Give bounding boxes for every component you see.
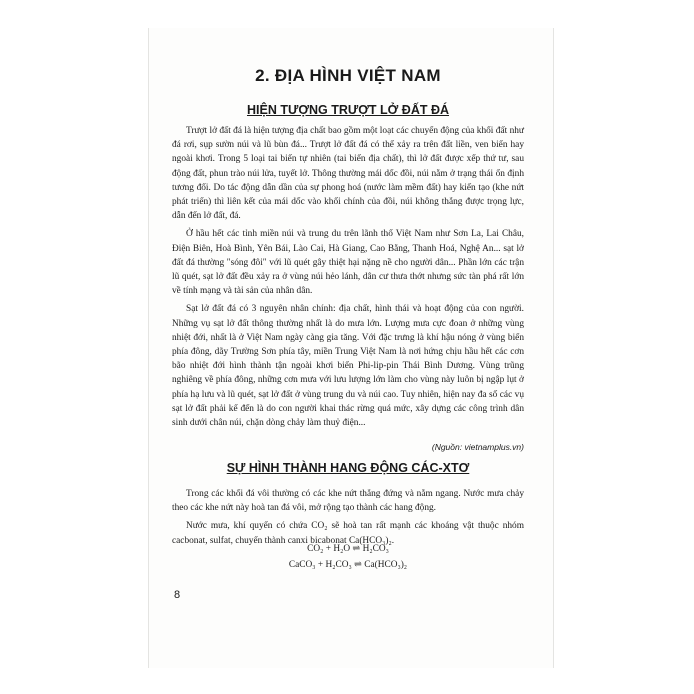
- chapter-title: 2. ĐỊA HÌNH VIỆT NAM: [255, 66, 441, 85]
- section-heading-landslide: HIỆN TƯỢNG TRƯỢT LỞ ĐẤT ĐÁ: [246, 103, 450, 117]
- page-number: 8: [174, 589, 181, 601]
- chemical-equation: CO₂ + H₂O ⇌ H₂CO₃: [307, 544, 389, 554]
- paragraph: Sạt lở đất đá có 3 nguyên nhân chính: địa chất, hình thái và hoạt động của con người. Những vụ sạt lở đất thông thường nhất là do mưa lớn. Lượng mưa cực đoan ở những vùng nhiệt đới, nhất là ở Việt Nam ngày càng gia tăng. Với đặc trưng là khí hậu nóng ở vùng biển phía đông, dãy Trường Sơn phía tây, miền Trung Việt Nam là nơi hứng chịu hầu hết các cơn bão nhiệt đới hình thành tận ngoài khơi biển Phi-lip-pin Thái Bình Dương. Vùng trũng nghiêng về phía đông, những cơn mưa với lưu lượng lớn làm cho vùng này luôn bị ngập lụt ở phía hạ lưu và lũ quét, sạt lở đất ở vùng trung du và núi cao. Tuy nhiên, hiện nay đa số các vụ sạt lở đất phải kể đến là do con người khai thác rừng quá mức, xây dựng các công trình dân sinh dưới chân núi, chặn dòng chảy làm thuỷ điện...: [172, 304, 524, 429]
- paragraph: Nước mưa, khí quyển có chứa CO₂ sẽ hoà tan rất mạnh các khoáng vật thuộc nhóm cacbonat, sulfat, chuyển thành canxi bicabonat Ca(HCO₃)₂.: [172, 521, 524, 546]
- section-heading-karst-caves: SỰ HÌNH THÀNH HANG ĐỘNG CÁC-XTƠ: [226, 461, 470, 475]
- section-body-landslide: [172, 124, 524, 434]
- chemical-equation: CaCO₃ + H₂CO₃ ⇌ Ca(HCO₃)₂: [288, 560, 408, 570]
- paragraph: Trượt lở đất đá là hiện tượng địa chất bao gồm một loạt các chuyển động của khối đất như đá rơi, sụp sườn núi và lũ bùn đá... Trượt lở đất đá có thể xảy ra trên đất liền, ven biển hay ngoài khơi. Trong 5 loại tai biến tự nhiên (tai biến địa chất), thì lở đất được xếp thứ tư, sau động đất, phun trào núi lửa, tuyết lở. Thông thường mái dốc đồi, núi nằm ở trạng thái ổn định tương đối. Do tác động dẫn dần của sự phong hoá (nước làm mềm đất) hay kiến tạo (khe nứt phát triển) thì liên kết của mái dốc vào khối chính của đồi, núi không thắng được trọng lực, dẫn đến lở đất, đá.: [172, 126, 524, 222]
- source-citation: (Nguồn: vietnamplus.vn): [431, 442, 524, 452]
- paragraph: Ở hầu hết các tỉnh miền núi và trung du trên lãnh thổ Việt Nam như Sơn La, Lai Châu, Điện Biên, Hoà Bình, Yên Bái, Lào Cai, Hà Giang, Cao Bằng, Thanh Hoá, Nghệ An... sạt lở đất đá thường "sóng đôi" với lũ quét gây thiệt hại nặng nề cho người dân... Phần lớn các trận lũ quét, sạt lở đất đều xảy ra ở vùng núi hẻo lánh, dân cư thưa thớt nhưng sức tàn phá rất lớn về tính mạng và tài sản của nhân dân.: [172, 229, 524, 297]
- paragraph: Trong các khối đá vôi thường có các khe nứt thẳng đứng và nằm ngang. Nước mưa chảy theo các khe nứt này hoà tan đá vôi, mở rộng tạo thành các hang động.: [172, 489, 524, 514]
